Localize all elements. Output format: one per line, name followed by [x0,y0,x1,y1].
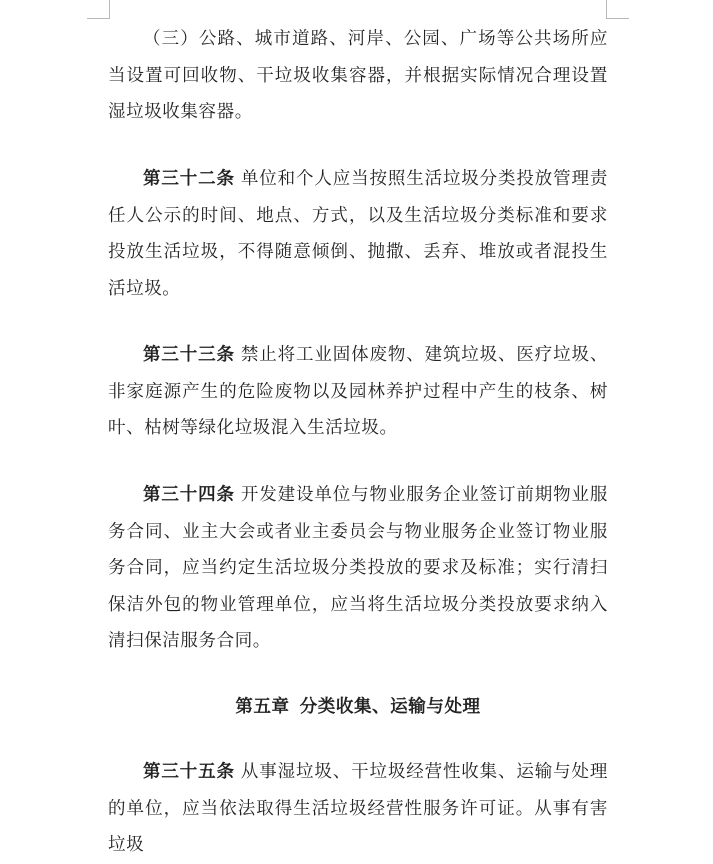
article-number: 第三十四条 [143,485,235,505]
margin-crop-mark-right [606,0,629,19]
paragraph-clause-3 [108,21,608,131]
paragraph-article-32 [108,161,608,307]
paragraph-text: 单位和个人应当按照生活垃圾分类投放管理责任人公示的时间、地点、方式，以及生活垃圾分类标准和要求投放生活垃圾，不得随意倾倒、抛撒、丢弃、堆放或者混投生活垃圾。 [108,169,609,299]
paragraph-text: 开发建设单位与物业服务企业签订前期物业服务合同、业主大会或者业主委员会与物业服务企业签订物业服务合同，应当约定生活垃圾分类投放的要求及标准；实行清扫保洁外包的物业管理单位，应当将生活垃圾分类投放要求纳入清扫保洁服务合同。 [108,485,609,651]
paragraph-text: 从事湿垃圾、干垃圾经营性收集、运输与处理的单位，应当依法取得生活垃圾经营性服务许可证。从事有害垃圾 [108,762,609,855]
article-number: 第三十五条 [143,762,235,782]
paragraph-text: 禁止将工业固体废物、建筑垃圾、医疗垃圾、非家庭源产生的危险废物以及园林养护过程中产生的枝条、树叶、枯树等绿化垃圾混入生活垃圾。 [108,345,609,438]
chapter-title: 分类收集、运输与处理 [299,697,481,717]
chapter-number: 第五章 [235,697,290,717]
paragraph-article-33 [108,337,608,447]
chapter-heading [108,693,608,721]
paragraph-article-35 [108,754,608,864]
article-number: 第三十三条 [143,345,235,365]
paragraph-article-34 [108,477,608,660]
paragraph-text: （三）公路、城市道路、河岸、公园、广场等公共场所应当设置可回收物、干垃圾收集容器，并根据实际情况合理设置湿垃圾收集容器。 [108,29,608,122]
article-number: 第三十二条 [143,169,235,189]
margin-crop-mark-left [87,0,110,19]
